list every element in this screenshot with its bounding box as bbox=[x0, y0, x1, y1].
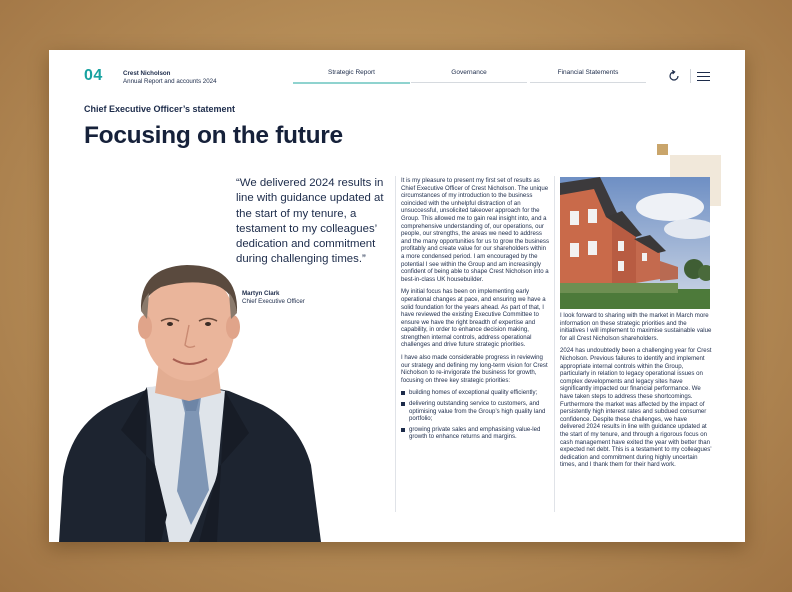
section-label: Chief Executive Officer’s statement bbox=[84, 104, 236, 114]
report-page bbox=[49, 50, 745, 542]
tab-governance-underline bbox=[411, 82, 527, 83]
paragraph: I look forward to sharing with the market in March more information on these strategic priorities and the initiatives I will implement to maximise sustainable value for all Crest Nicholson shareholders. bbox=[560, 312, 712, 342]
header-divider bbox=[690, 69, 691, 83]
paragraph: It is my pleasure to present my first set of results as Chief Executive Officer of Crest Nicholson. The unique circumstances of my introduction to the business coincided with the unhelpful distraction of an unsuccessful, unsolicited takeover approach for the Group. This allowed me to gain real insight into, and a comprehensive understanding of, our operations, our people, our strengths, the areas we need to address and the many opportunities for us to grow the business profitably and create value for our shareholders within a more condensed period. I am encouraged by the potential I see within the Group and am increasingly confident of being able to shape Crest Nicholson into a best-in-class UK housebuilder. bbox=[401, 177, 550, 283]
tab-financial-statements[interactable]: Financial Statements bbox=[557, 69, 619, 76]
tab-governance[interactable]: Governance bbox=[451, 69, 487, 76]
quote-author-name: Martyn Clark bbox=[242, 290, 280, 297]
list-item-text: growing private sales and emphasising value-led growth to enhance returns and margins. bbox=[409, 425, 541, 441]
column-divider bbox=[554, 176, 555, 512]
tab-financial-statements-underline bbox=[530, 82, 646, 83]
quote-author-role: Chief Executive Officer bbox=[242, 298, 305, 305]
pull-quote: “We delivered 2024 results in line with guidance updated at the start of my tenure, a testament to my colleagues’ dedication and commitment during challenging times.” bbox=[236, 177, 384, 266]
list-item bbox=[401, 400, 551, 423]
tab-strategic-report-underline bbox=[293, 82, 410, 84]
bullet-icon bbox=[401, 428, 405, 432]
report-name: Annual Report and accounts 2024 bbox=[123, 78, 217, 85]
refresh-icon[interactable] bbox=[668, 70, 680, 82]
company-name: Crest Nicholson bbox=[123, 70, 171, 77]
housing-photo bbox=[560, 177, 710, 309]
text-column-2 bbox=[560, 312, 712, 474]
list-item-text: delivering outstanding service to customers, and optimising value from the Group’s high quality land portfolio; bbox=[409, 400, 546, 423]
decorative-square-small bbox=[657, 144, 668, 155]
page-number: 04 bbox=[84, 67, 103, 84]
paragraph: My initial focus has been on implementing early operational changes at pace, and ensuring we have a solid foundation for the years ahead. As part of that, I have reviewed the existing Executive Committee to ensure we have the right breadth of expertise and capability, in order to enhance decision making, strengthen internal controls, address operational challenges and drive future strategic priorities. bbox=[401, 288, 546, 349]
priority-list bbox=[401, 389, 551, 441]
bullet-icon bbox=[401, 402, 405, 406]
list-item bbox=[401, 426, 551, 441]
tab-strategic-report[interactable]: Strategic Report bbox=[328, 69, 375, 76]
text-column-1 bbox=[401, 177, 551, 446]
paragraph: I have also made considerable progress in reviewing our strategy and defining my long-term vision for Crest Nicholson to re-invigorate the business for growth, focusing on three key strategic priorities: bbox=[401, 354, 548, 384]
paragraph: 2024 has undoubtedly been a challenging year for Crest Nicholson. Previous failures to identify and implement appropriate internal controls within the Group, particularly in relation to legacy operational issues on complex developments and legacy sites have significantly impacted our financial performance. We have taken steps to address these shortcomings. Furthermore the market was affected by the impact of persistently high interest rates and subdued consumer confidence. Despite these challenges, we have delivered 2024 results in line with guidance updated at the start of my tenure, and through a rigorous focus on cash management have exited the year with better than expected net debt. This is a testament to my colleagues’ dedication and commitment during highly uncertain times, and I thank them for their hard work. bbox=[560, 347, 712, 469]
menu-icon[interactable] bbox=[697, 72, 710, 81]
list-item-text: building homes of exceptional quality efficiently; bbox=[409, 389, 538, 397]
bullet-icon bbox=[401, 391, 405, 395]
report-brand bbox=[123, 70, 217, 86]
page-title: Focusing on the future bbox=[84, 122, 343, 149]
column-divider bbox=[395, 176, 396, 512]
list-item bbox=[401, 389, 551, 397]
